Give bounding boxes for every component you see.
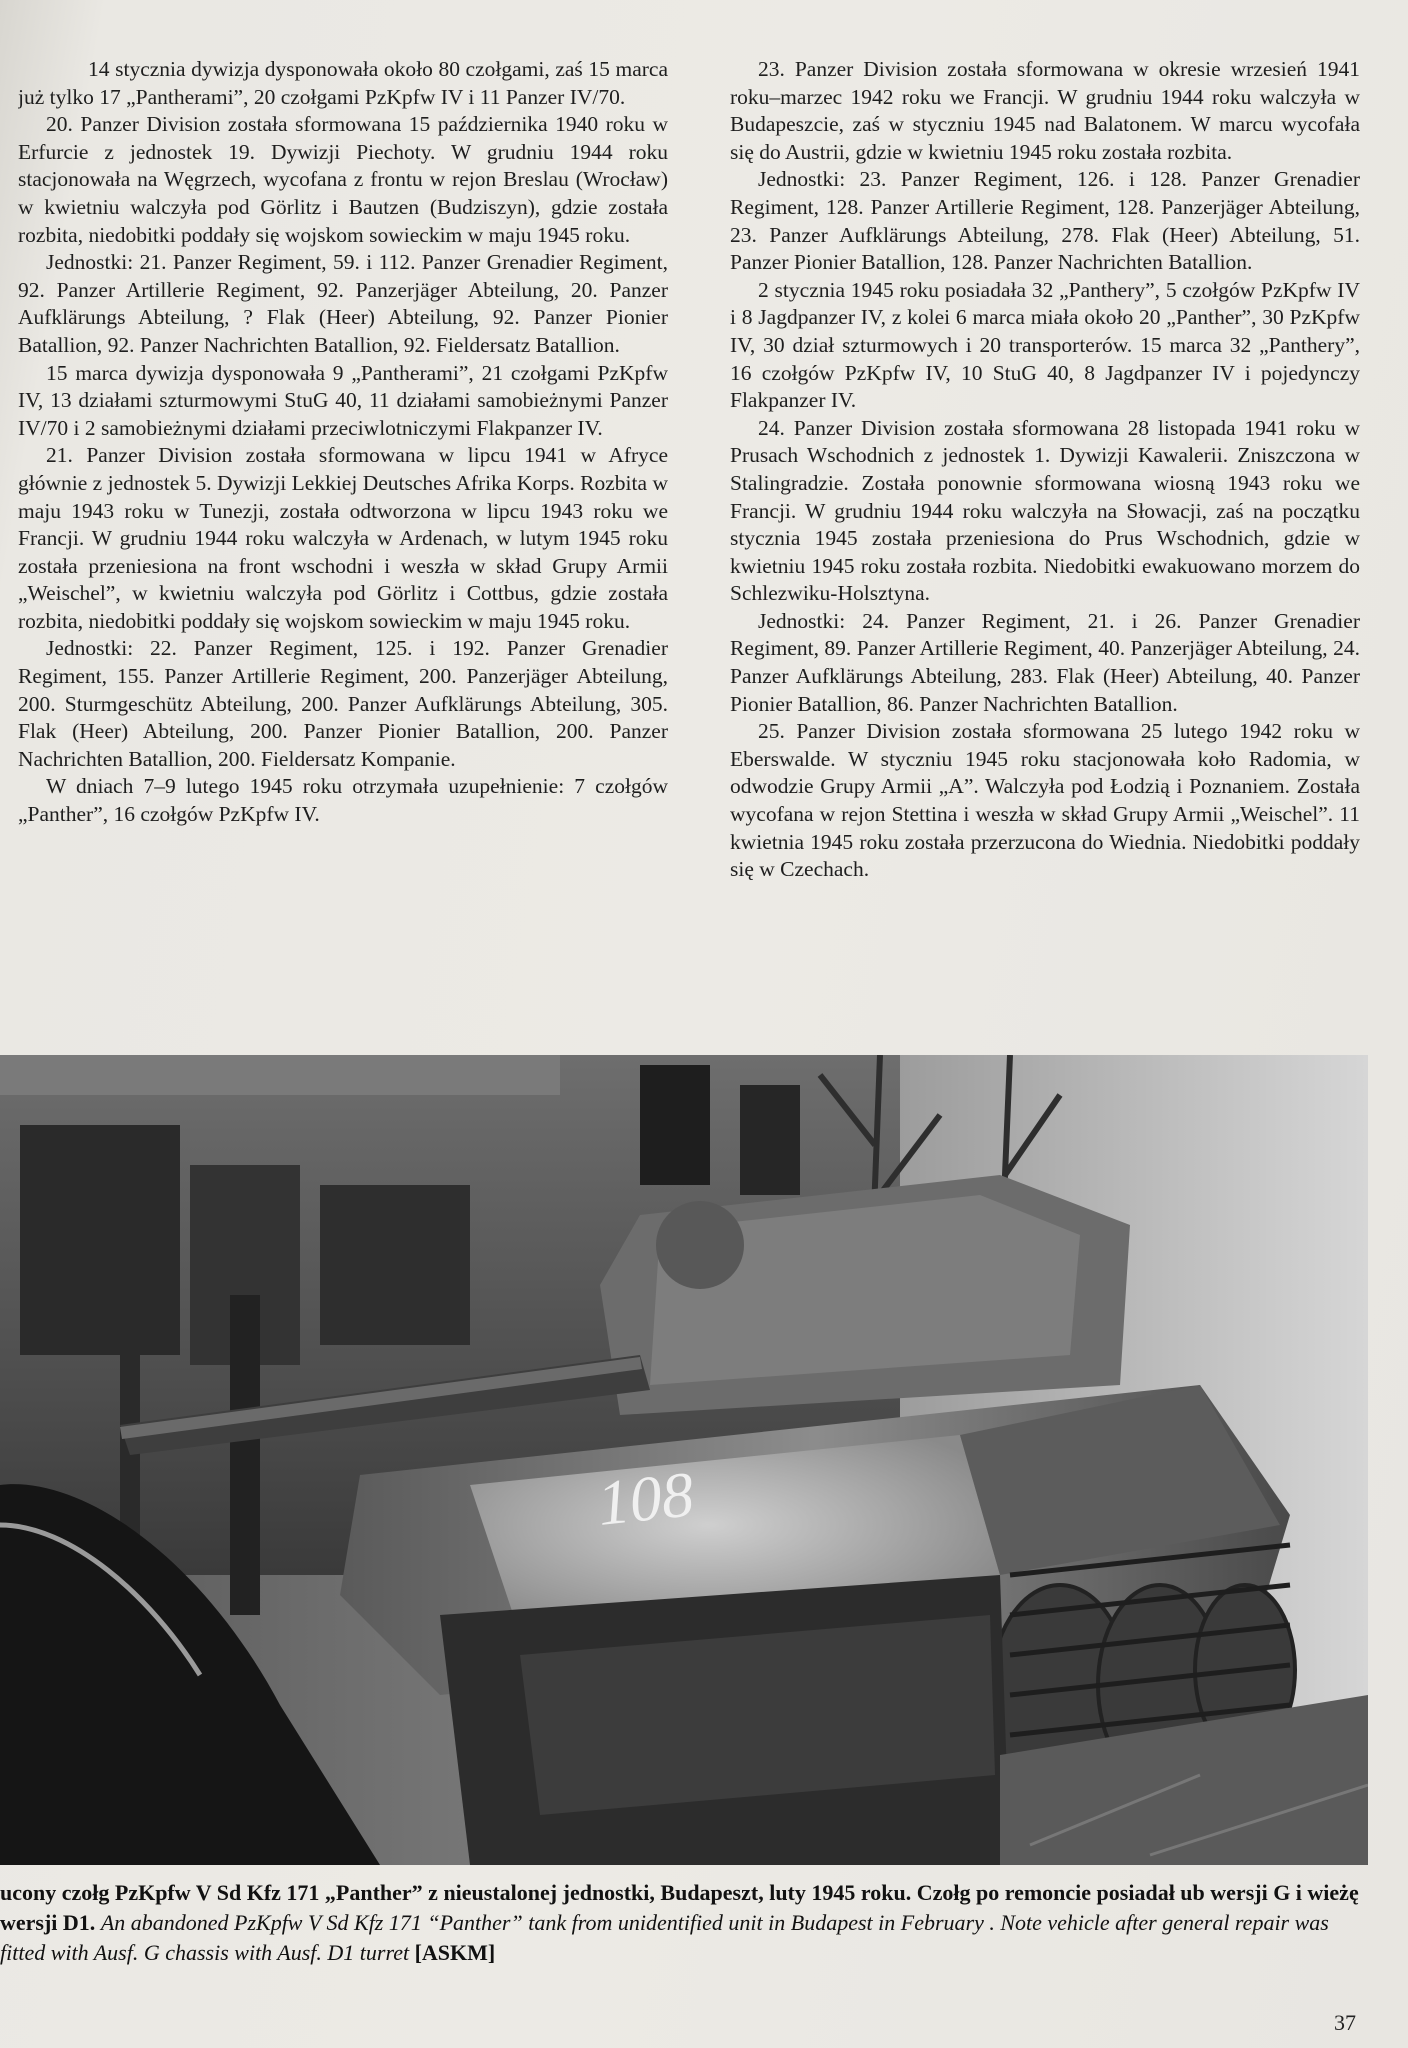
paragraph: 15 marca dywizja dysponowała 9 „Pantherami”, 21 czołgami PzKpfw IV, 13 działami szturmowymi StuG 40, 11 działami samobieżnymi Panzer IV/70 i 2 samobieżnymi działami przeciwlotniczymi Flakpanzer IV. [18, 360, 668, 440]
panther-tank-photo [0, 1055, 1368, 1865]
right-text-column [730, 56, 1360, 1046]
paragraph: W dniach 7–9 lutego 1945 roku otrzymała uzupełnienie: 7 czołgów „Panther”, 16 czołgów PzKpfw IV. [18, 774, 668, 827]
caption-english: An abandoned PzKpfw V Sd Kfz 171 “Panther” tank from unidentified unit in Budapest in February . Note vehicle after general repair was fitted with Ausf. G chassis with Ausf. D1 turret [0, 1910, 1329, 1965]
left-text-column [18, 56, 668, 1046]
paragraph: Jednostki: 23. Panzer Regiment, 126. i 128. Panzer Grenadier Regiment, 128. Panzer Artillerie Regiment, 128. Panzerjäger Abteilung, 23. Panzer Aufklärungs Abteilung, 278. Flak (Heer) Abteilung, 51. Panzer Pionier Batallion, 128. Panzer Nachrichten Batallion. [730, 167, 1360, 275]
photo-illustration [0, 1055, 1368, 1865]
paragraph: 23. Panzer Division została sformowana w okresie wrzesień 1941 roku–marzec 1942 roku we Francji. W grudniu 1944 roku walczyła w Budapeszcie, zaś w styczniu 1945 nad Balatonem. W marcu wycofała się do Austrii, gdzie w kwietniu 1945 roku została rozbita. [730, 57, 1360, 164]
paragraph: 25. Panzer Division została sformowana 25 lutego 1942 roku w Eberswalde. W styczniu 1945 roku stacjonowała koło Radomia, w odwodzie Grupy Armii „A”. Walczyła pod Łodzią i Poznaniem. Została wycofana w rejon Stettina i weszła w skład Grupy Armii „Weischel”. 11 kwietnia 1945 roku została przerzucona do Wiednia. Niedobitki poddały się w Czechach. [730, 719, 1360, 882]
caption-source: [ASKM] [414, 1940, 496, 1965]
paragraph: Jednostki: 22. Panzer Regiment, 125. i 192. Panzer Grenadier Regiment, 155. Panzer Artillerie Regiment, 200. Panzerjäger Abteilung, 200. Sturmgeschütz Abteilung, 200. Panzer Aufklärungs Abteilung, 305. Flak (Heer) Abteilung, 200. Panzer Pionier Batallion, 200. Panzer Nachrichten Batallion, 200. Fieldersatz Kompanie. [18, 636, 668, 771]
turret-number-label: 108 [594, 1458, 697, 1539]
photo-caption [0, 1878, 1372, 1968]
paragraph: 14 stycznia dywizja dysponowała około 80 czołgami, zaś 15 marca już tylko 17 „Pantherami”, 20 czołgami PzKpfw IV i 11 Panzer IV/70. [18, 57, 668, 109]
page-number: 37 [1334, 2010, 1356, 2035]
paragraph: 21. Panzer Division została sformowana w lipcu 1941 w Afryce głównie z jednostek 5. Dywizji Lekkiej Deutsches Afrika Korps. Rozbita w maju 1943 roku w Tunezji, została odtworzona w lipcu 1943 roku we Francji. W grudniu 1944 roku walczyła w Ardenach, w lutym 1945 roku została przeniesiona na front wschodni i weszła w skład Grupy Armii „Weischel”, w kwietniu walczyła pod Görlitz i Cottbus, gdzie została rozbita, niedobitki poddały się wojskom sowieckim w maju 1945 roku. [18, 443, 668, 633]
paragraph: 24. Panzer Division została sformowana 28 listopada 1941 roku w Prusach Wschodnich z jednostek 1. Dywizji Kawalerii. Zniszczona w Stalingradzie. Została ponownie sformowana wiosną 1943 roku we Francji. W grudniu 1944 roku walczyła na Słowacji, zaś na początku stycznia 1945 została przeniesiona do Prus Wschodnich, gdzie w kwietniu 1945 roku została rozbita. Niedobitki ewakuowano morzem do Schlezwiku-Holsztyna. [730, 415, 1360, 606]
paragraph: Jednostki: 21. Panzer Regiment, 59. i 112. Panzer Grenadier Regiment, 92. Panzer Artillerie Regiment, 92. Panzerjäger Abteilung, 20. Panzer Aufklärungs Abteilung, ? Flak (Heer) Abteilung, 92. Panzer Pionier Batallion, 92. Panzer Nachrichten Batallion, 92. Fieldersatz Batallion. [18, 250, 668, 357]
paragraph: Jednostki: 24. Panzer Regiment, 21. i 26. Panzer Grenadier Regiment, 89. Panzer Artillerie Regiment, 40. Panzerjäger Abteilung, 24. Panzer Aufklärungs Abteilung, 283. Flak (Heer) Abteilung, 40. Panzer Pionier Batallion, 86. Panzer Nachrichten Batallion. [730, 608, 1360, 716]
paragraph: 2 stycznia 1945 roku posiadała 32 „Panthery”, 5 czołgów PzKpfw IV i 8 Jagdpanzer IV, z kolei 6 marca miała około 20 „Panther”, 30 PzKpfw IV, 30 dział szturmowych i 20 transporterów. 15 marca 32 „Panthery”, 16 czołgów PzKpfw IV, 10 StuG 40, 8 Jagdpanzer IV i pojedynczy Flakpanzer IV. [730, 277, 1360, 413]
caption-polish: ucony czołg PzKpfw V Sd Kfz 171 „Panther” z nieustalonej jednostki, Budapeszt, luty 1945 roku. Czołg po remoncie posiadał ub wersji G i wieżę wersji D1. [0, 1880, 1359, 1935]
paragraph: 20. Panzer Division została sformowana 15 października 1940 roku w Erfurcie z jednostek 19. Dywizji Piechoty. W grudniu 1944 roku stacjonowała na Węgrzech, wycofana z frontu w rejon Breslau (Wrocław) w kwietniu walczyła pod Görlitz i Bautzen (Budziszyn), gdzie została rozbita, niedobitki poddały się wojskom sowieckim w maju 1945 roku. [18, 112, 668, 247]
